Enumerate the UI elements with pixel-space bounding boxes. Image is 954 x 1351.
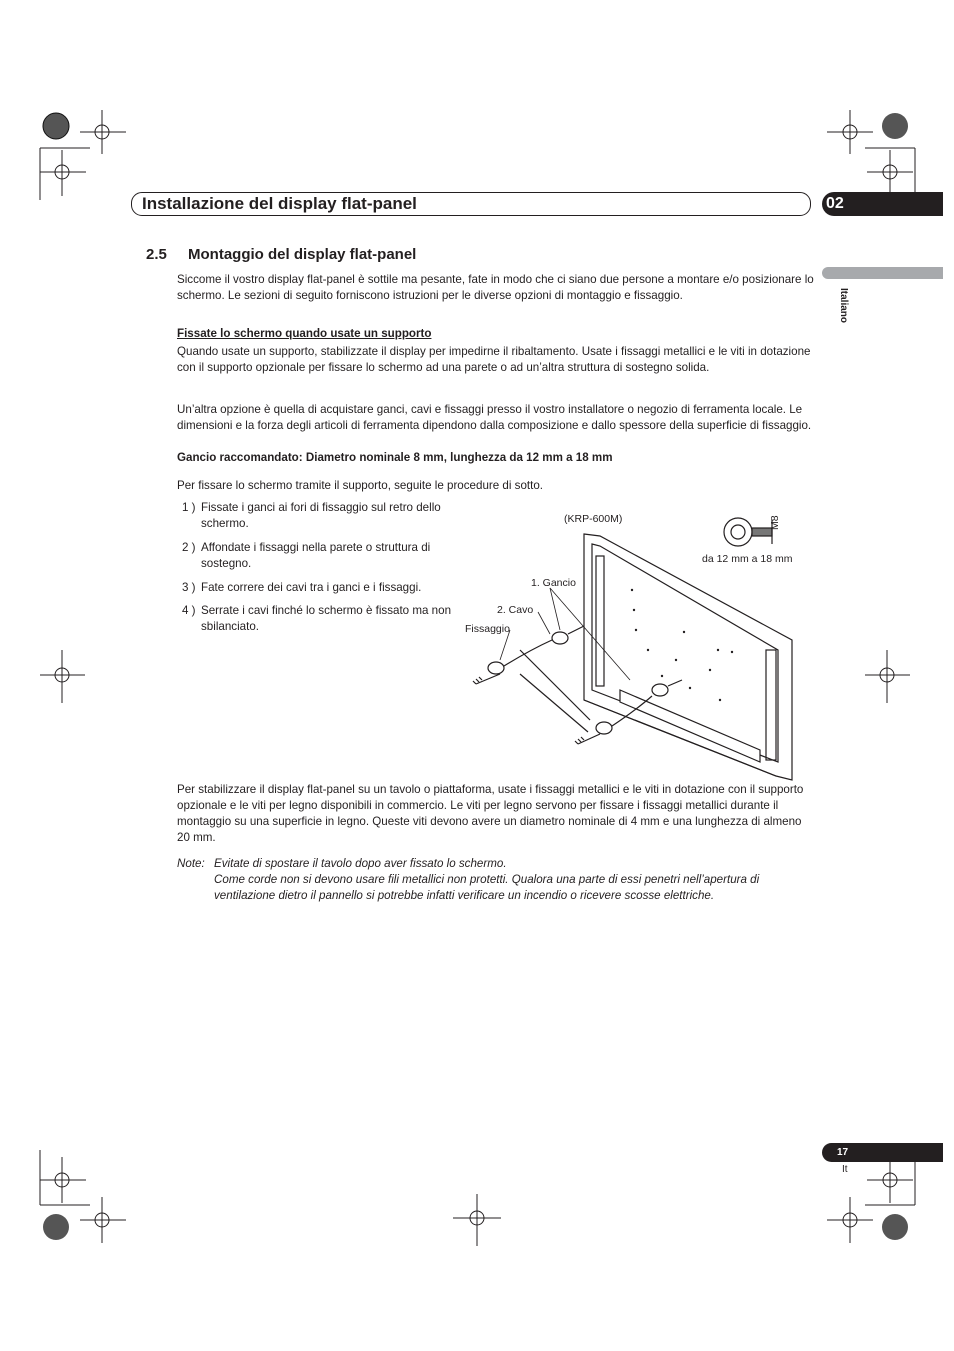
diagram-model-label: (KRP-600M) xyxy=(564,513,623,525)
section-title xyxy=(146,246,416,263)
diagram-cable-label: 2. Cavo xyxy=(497,604,534,616)
step-text: Affondate i fissaggi nella parete o struttura di sostegno. xyxy=(201,541,431,570)
paragraph-option: Un’altra opzione è quella di acquistare ganci, cavi e fissaggi presso il vostro installatore o negozio di ferramenta locale. Le dimensioni e la forza degli articoli di ferramenta dipendono dalla composizione e dallo spessore della superficie di fissaggio. xyxy=(177,403,812,432)
step-item xyxy=(182,603,457,635)
page-language: It xyxy=(842,1164,848,1175)
language-tab-bar xyxy=(822,267,943,279)
step-number: 3 ) xyxy=(182,581,196,594)
registration-mark-bottom-left xyxy=(30,1145,140,1255)
section-number: 2.5 xyxy=(146,246,167,263)
note-line: Come corde non si devono usare fili metallici non protetti. Qualora una parte di essi penetri nell’apertura di ventilazione dietro il pannello si potrebbe infatti verificare un incendio o ricevere scosse elettriche. xyxy=(214,873,760,902)
panel-holes xyxy=(631,589,733,701)
diagram-hook-label: 1. Gancio xyxy=(531,577,576,589)
note-body xyxy=(214,856,817,904)
recommended-hook: Gancio raccomandato: Diametro nominale 8 mm, lunghezza da 12 mm a 18 mm xyxy=(177,451,613,464)
step-text: Fate correre dei cavi tra i ganci e i fissaggi. xyxy=(201,581,422,594)
diagram-anchor-label: Fissaggio xyxy=(465,623,510,635)
note-block xyxy=(177,856,817,904)
intro-paragraph: Siccome il vostro display flat-panel è sottile ma pesante, fate in modo che ci siano due persone a montare e/o posizionare lo schermo. Le sezioni di seguito forniscono istruzioni per le diverse opzioni di montaggio e fissaggio. xyxy=(177,273,814,302)
diagram-length-label: da 12 mm a 18 mm xyxy=(702,553,793,565)
registration-mark-mid-right xyxy=(860,645,920,705)
paragraph-support: Quando usate un supporto, stabilizzate il display per impedirne il ribaltamento. Usate i fissaggi metallici e le viti in dotazione con il supporto opzionale per fissare lo schermo ad una parete o ad un’altra struttura di sostegno solida. xyxy=(177,345,811,374)
language-tab-label: Italiano xyxy=(838,288,849,324)
step-number: 2 ) xyxy=(182,541,196,554)
eye-bolt-detail xyxy=(724,518,772,546)
chapter-number: 02 xyxy=(826,195,844,212)
step-text: Fissate i ganci ai fori di fissaggio sul retro dello schermo. xyxy=(201,501,441,530)
mounting-diagram xyxy=(460,500,810,785)
step-number: 4 ) xyxy=(182,604,196,617)
subheading: Fissate lo schermo quando usate un supporto xyxy=(177,327,432,340)
step-item xyxy=(182,580,457,596)
registration-mark-top-left xyxy=(30,100,140,210)
header-title: Installazione del display flat-panel xyxy=(142,194,417,213)
page-number: 17 xyxy=(837,1147,849,1158)
step-number: 1 ) xyxy=(182,501,196,514)
diagram-bolt-size: M8 xyxy=(769,515,781,530)
procedure-intro: Per fissare lo schermo tramite il supporto, seguite le procedure di sotto. xyxy=(177,479,544,492)
note-label: Note: xyxy=(177,857,205,870)
step-item xyxy=(182,500,457,532)
note-line: Evitate di spostare il tavolo dopo aver fissato lo schermo. xyxy=(214,857,507,870)
paragraph-table: Per stabilizzare il display flat-panel su un tavolo o piattaforma, usate i fissaggi metallici e le viti in dotazione con il supporto opzionale e le viti per legno disponibili in commercio. Le viti per legno servono per fissare i fissaggi metallici durante il montaggio su una superficie in legno. Queste viti devono avere un diametro nominale di 4 mm e una lunghezza di almeno 20 mm. xyxy=(177,783,804,844)
section-heading: Montaggio del display flat-panel xyxy=(188,246,417,263)
registration-mark-mid-left xyxy=(35,645,95,705)
panel-illustration xyxy=(584,534,792,780)
step-text: Serrate i cavi finché lo schermo è fissato ma non sbilanciato. xyxy=(201,604,452,633)
registration-mark-bottom-center xyxy=(445,1190,505,1250)
step-item xyxy=(182,540,457,572)
